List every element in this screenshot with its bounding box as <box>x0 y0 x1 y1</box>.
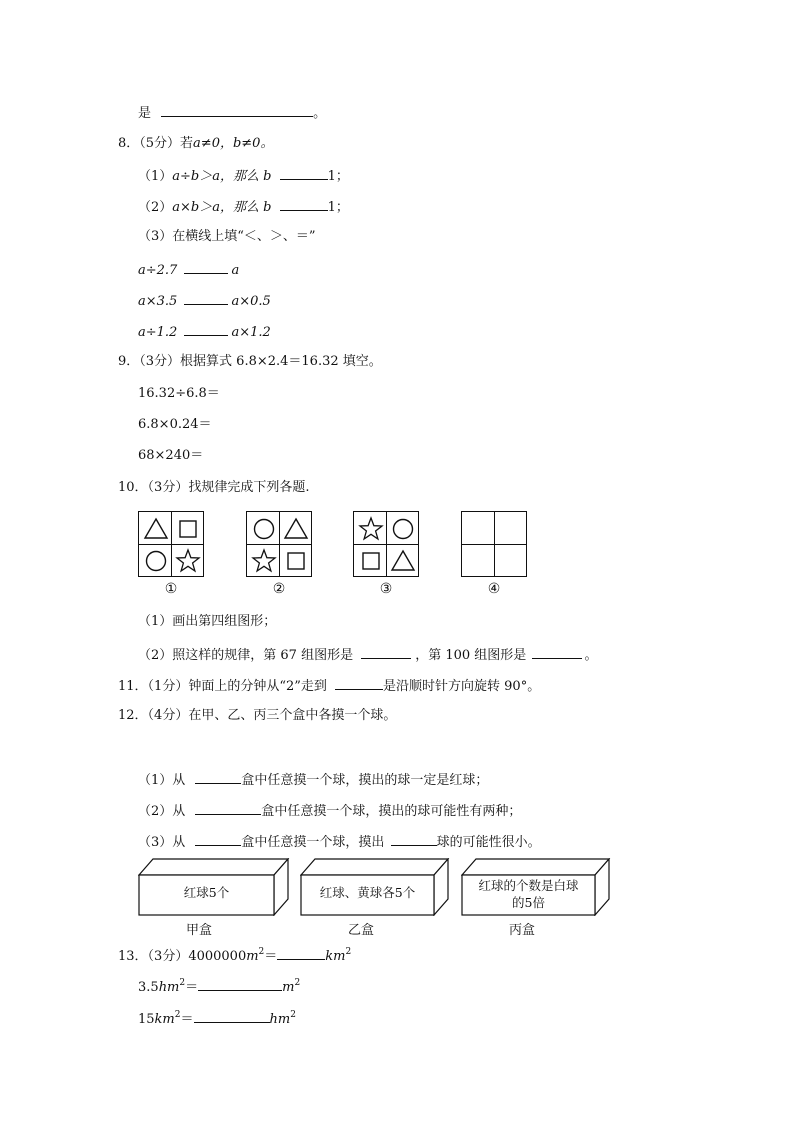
pattern-label-3: ③ <box>379 581 393 597</box>
pattern-group-4-empty[interactable] <box>461 511 527 577</box>
box-jia-content: 红球5个 <box>183 885 230 900</box>
q13-row-3: $15km^2= hm^2$ <box>138 1010 296 1027</box>
q10-title: 10．（3分）找规律完成下列各题. <box>118 480 310 495</box>
q8-compare-blank-2[interactable] <box>184 292 228 305</box>
q12-part1-blank[interactable] <box>195 771 241 784</box>
q10-blank-100[interactable] <box>532 646 582 659</box>
q13-title: 13．（3分）$4000000m^2= km^2$ <box>118 947 352 964</box>
q12-part3-blank-color[interactable] <box>391 833 437 846</box>
box-jia-name: 甲盒 <box>185 923 212 938</box>
q10-blank-67[interactable] <box>361 646 411 659</box>
q8-title: 8．（5分）若a≠0，b≠0。 <box>118 136 274 151</box>
box-yi-name: 乙盒 <box>347 923 374 938</box>
q8-compare-row-2: a×3.5 a×0.5 <box>138 294 271 309</box>
q8-part1: （1）a÷b＞a，那么 b 1； <box>138 169 349 184</box>
q8-compare-blank-3[interactable] <box>184 323 228 336</box>
pattern-group-1 <box>138 511 204 577</box>
q13-blank-2[interactable] <box>198 978 282 991</box>
star-icon <box>248 545 280 577</box>
q7-prefix: 是 <box>138 106 152 121</box>
q12-part2: （2）从 盒中任意摸一个球，摸出的球可能性有两种； <box>138 804 522 819</box>
q10-part2: （2）照这样的规律，第 67 组图形是 ，第 100 组图形是 。 <box>138 648 598 663</box>
q11-blank[interactable] <box>335 677 383 690</box>
q9-row-1: 16.32÷6.8＝ <box>138 386 220 401</box>
box-bing-name: 丙盒 <box>508 923 535 938</box>
q12-part1: （1）从 盒中任意摸一个球，摸出的球一定是红球； <box>138 773 489 788</box>
q7-blank[interactable] <box>161 104 313 117</box>
q7-end: 。 <box>313 106 327 121</box>
circle-icon <box>387 513 419 545</box>
q12-part2-blank[interactable] <box>195 802 261 815</box>
q8-part2-blank[interactable] <box>280 198 328 211</box>
q9-row-3: 68×240＝ <box>138 448 204 463</box>
q13-blank-1[interactable] <box>277 947 325 960</box>
triangle-icon <box>387 545 419 577</box>
q12-part3: （3）从 盒中任意摸一个球，摸出 球的可能性很小。 <box>138 835 541 850</box>
pattern-label-1: ① <box>164 581 178 597</box>
triangle-icon <box>280 513 312 545</box>
box-bing-content: 红球的个数是白球 的5倍 <box>478 878 579 910</box>
q8-compare-row-3: a÷1.2 a×1.2 <box>138 325 271 340</box>
q13-blank-3[interactable] <box>194 1010 270 1023</box>
q8-compare-row-1: a÷2.7 a <box>138 263 240 278</box>
pattern-group-2 <box>246 511 312 577</box>
q11: 11．（1分）钟面上的分钟从“2”走到 是沿顺时针方向旋转 90°。 <box>118 679 541 694</box>
pattern-group-3 <box>353 511 419 577</box>
q8-condition: a≠0，b≠0。 <box>193 136 274 151</box>
q9-title: 9．（3分）根据算式 6.8×2.4＝16.32 填空。 <box>118 354 382 369</box>
circle-icon <box>248 513 280 545</box>
q12-part3-blank-box[interactable] <box>195 833 241 846</box>
pattern-label-2: ② <box>272 581 286 597</box>
square-icon <box>355 545 387 577</box>
star-icon <box>172 545 204 577</box>
q9-row-2: 6.8×0.24＝ <box>138 417 212 432</box>
circle-icon <box>140 545 172 577</box>
square-icon <box>280 545 312 577</box>
box-yi-content: 红球、黄球各5个 <box>319 885 416 900</box>
q8-part1-blank[interactable] <box>280 167 328 180</box>
square-icon <box>172 513 204 545</box>
q8-part2: （2）a×b＞a，那么 b 1； <box>138 200 349 215</box>
q7-answer-line <box>138 104 326 122</box>
q12-title: 12．（4分）在甲、乙、丙三个盒中各摸一个球。 <box>118 708 397 723</box>
triangle-icon <box>140 513 172 545</box>
q8-part3: （3）在横线上填“＜、＞、＝” <box>138 229 316 244</box>
q10-part1: （1）画出第四组图形； <box>138 614 277 629</box>
star-icon <box>355 513 387 545</box>
pattern-label-4: ④ <box>487 581 501 597</box>
q13-row-2: $3.5hm^2= m^2$ <box>138 978 301 995</box>
q8-compare-blank-1[interactable] <box>184 261 228 274</box>
